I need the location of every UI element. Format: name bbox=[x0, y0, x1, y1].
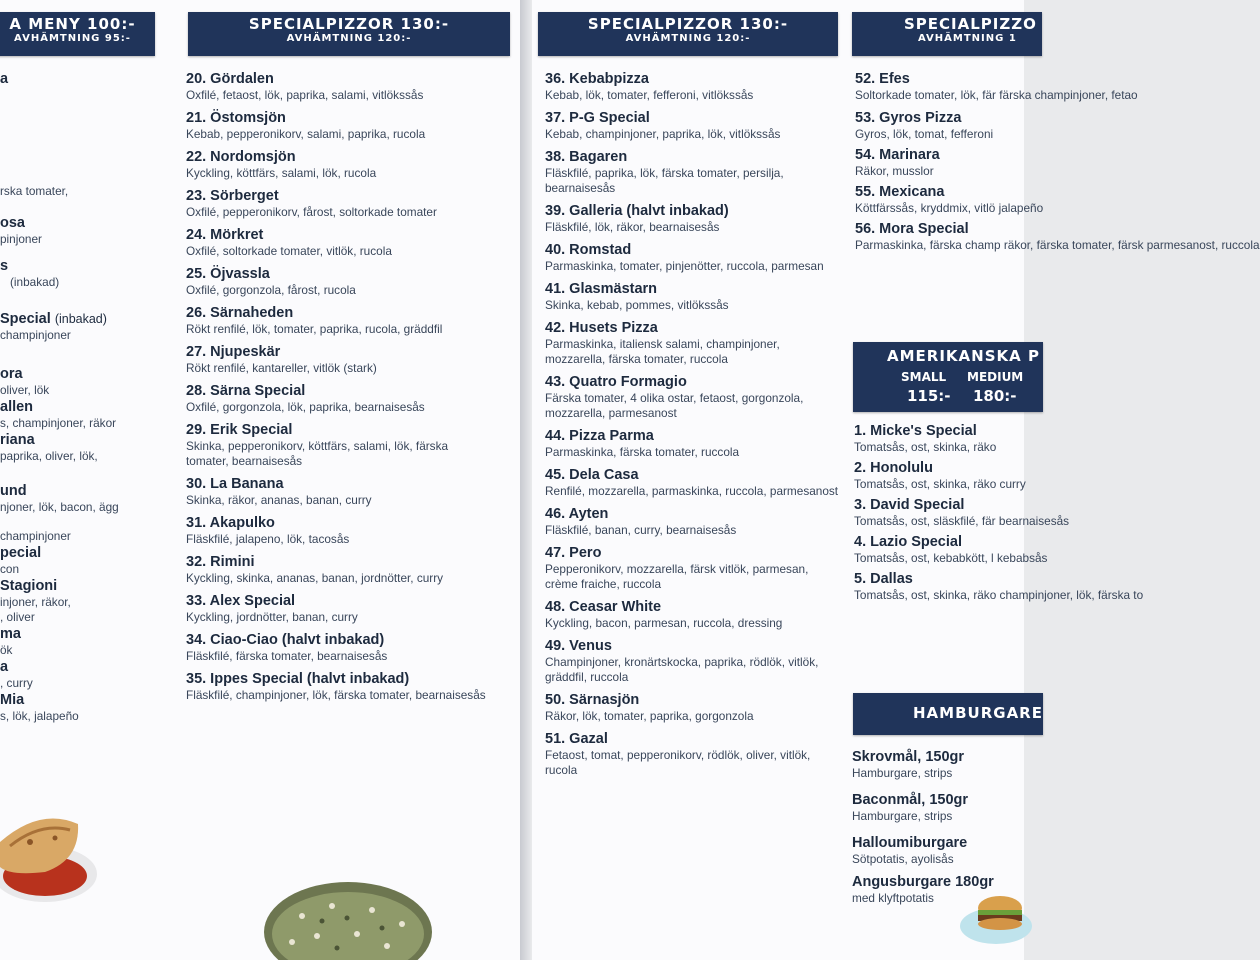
item-name: 30. La Banana bbox=[186, 476, 284, 492]
item-description: Hamburgare, strips bbox=[852, 809, 953, 823]
menu-item bbox=[186, 148, 486, 181]
item-name: 5. Dallas bbox=[854, 571, 913, 587]
item-description: Köttfärssås, kryddmix, vitlö jalapeño bbox=[855, 201, 1044, 215]
menu-item bbox=[545, 373, 841, 421]
item-name: 52. Efes bbox=[855, 71, 910, 87]
item-description: Fläskfilé, paprika, lök, färska tomater, persilja, bearnaisesås bbox=[545, 166, 784, 195]
item-description: Pepperonikorv, mozzarella, färsk vitlök, parmesan, crème fraiche, ruccola bbox=[545, 562, 809, 591]
item-description: med klyftpotatis bbox=[852, 891, 934, 905]
menu-item: riana paprika, oliver, lök, bbox=[0, 432, 98, 463]
item-name: 47. Pero bbox=[545, 545, 602, 561]
menu-item bbox=[545, 637, 841, 685]
menu-item bbox=[855, 70, 1138, 103]
item-name: 31. Akapulko bbox=[186, 515, 275, 531]
item-description: Parmaskinka, italiensk salami, champinjoner, mozzarella, färska tomater, ruccola bbox=[545, 337, 780, 366]
menu-item bbox=[545, 241, 841, 274]
menu-item bbox=[545, 730, 841, 778]
banner-title: SPECIALPIZZOR 130:- bbox=[587, 15, 789, 33]
item-description: Fläskfilé, banan, curry, bearnaisesås bbox=[545, 523, 737, 537]
menu-item bbox=[186, 226, 486, 259]
item-name: 4. Lazio Special bbox=[854, 534, 962, 550]
menu-item bbox=[186, 70, 486, 103]
item-description: Oxfilé, soltorkade tomater, vitlök, rucola bbox=[186, 244, 392, 258]
menu-item bbox=[186, 109, 486, 142]
item-name: 41. Glasmästarn bbox=[545, 281, 658, 297]
item-name: Skrovmål, 150gr bbox=[852, 749, 965, 765]
menu-item: Mia s, lök, jalapeño bbox=[0, 692, 79, 723]
item-description: Tomatsås, ost, skinka, räko bbox=[854, 440, 997, 454]
menu-item: a , curry bbox=[0, 659, 33, 690]
menu-item bbox=[855, 109, 1025, 142]
item-name: 46. Ayten bbox=[545, 506, 609, 522]
menu-item bbox=[854, 533, 1048, 566]
banner-subtitle: AVHÄMTNING 120:- bbox=[625, 33, 751, 44]
menu-item bbox=[186, 343, 486, 376]
item-description: Parmaskinka, färska champ räkor, färska tomater, färsk parmesanost, ruccola bbox=[855, 238, 1260, 252]
item-description: Parmaskinka, tomater, pinjenötter, ruccola, parmesan bbox=[545, 259, 824, 273]
menu-item bbox=[186, 304, 486, 337]
menu-item bbox=[852, 834, 1024, 867]
item-description: Rökt renfilé, lök, tomater, paprika, rucola, gräddfil bbox=[186, 322, 443, 336]
menu-item bbox=[855, 146, 1025, 179]
menu-item bbox=[545, 319, 841, 367]
item-description: Fläskfilé, champinjoner, lök, färska tomater, bearnaisesås bbox=[186, 688, 486, 702]
page-gap bbox=[520, 0, 532, 960]
item-name: 53. Gyros Pizza bbox=[855, 110, 962, 126]
size-small-label: SMALL bbox=[901, 370, 947, 384]
banner-subtitle: AVHÄMTNING 120:- bbox=[286, 33, 412, 44]
item-description: Fläskfilé, jalapeno, lök, tacosås bbox=[186, 532, 350, 546]
item-description: Fläskfilé, lök, räkor, bearnaisesås bbox=[545, 220, 720, 234]
item-description: Räkor, musslor bbox=[855, 164, 934, 178]
menu-item bbox=[854, 496, 1070, 529]
item-name: 3. David Special bbox=[854, 497, 965, 513]
item-name: 44. Pizza Parma bbox=[545, 428, 654, 444]
specialpizzor-list bbox=[545, 70, 841, 778]
item-name: 32. Rimini bbox=[186, 554, 255, 570]
menu-item bbox=[852, 748, 1024, 781]
menu-item: a bbox=[0, 71, 9, 87]
banner-hamburgare bbox=[853, 693, 1043, 735]
item-description: Parmaskinka, färska tomater, ruccola bbox=[545, 445, 740, 459]
item-description: Kyckling, bacon, parmesan, ruccola, dressing bbox=[545, 616, 783, 630]
price-small: 115:- bbox=[907, 387, 951, 405]
menu-item: Special (inbakad) champinjoner bbox=[0, 311, 107, 342]
item-name: 22. Nordomsjön bbox=[186, 149, 296, 165]
menu-item bbox=[545, 109, 841, 142]
item-name: 56. Mora Special bbox=[855, 221, 969, 237]
item-name: 51. Gazal bbox=[545, 731, 608, 747]
specialpizzor-list-cropped bbox=[855, 70, 1260, 253]
banner-amerikanska bbox=[853, 342, 1043, 412]
edge-column bbox=[0, 70, 160, 724]
menu-item bbox=[186, 382, 486, 415]
item-description: Fetaost, tomat, pepperonikorv, rödlök, oliver, vitlök, rucola bbox=[545, 748, 811, 777]
item-description: Oxfilé, gorgonzola, lök, paprika, bearnaisesås bbox=[186, 400, 425, 414]
item-name: 45. Dela Casa bbox=[545, 467, 639, 483]
item-name: 54. Marinara bbox=[855, 147, 940, 163]
item-name: 50. Särnasjön bbox=[545, 692, 640, 708]
menu-item bbox=[545, 544, 841, 592]
item-description: Skinka, pepperonikorv, köttfärs, salami, lök, färska tomater, bearnaisesås bbox=[186, 439, 449, 468]
item-name: 37. P-G Special bbox=[545, 110, 650, 126]
item-description: Tomatsås, ost, kebabkött, l kebabsås bbox=[854, 551, 1048, 565]
item-description: Oxfilé, gorgonzola, fårost, rucola bbox=[186, 283, 356, 297]
item-name: 55. Mexicana bbox=[855, 184, 945, 200]
item-name: Halloumiburgare bbox=[852, 835, 968, 851]
item-name: 40. Romstad bbox=[545, 242, 632, 258]
item-name: 39. Galleria (halvt inbakad) bbox=[545, 203, 729, 219]
item-description: Gyros, lök, tomat, fefferoni bbox=[855, 127, 994, 141]
menu-right-page bbox=[532, 0, 1260, 960]
calzone-image bbox=[0, 812, 100, 904]
item-description: Kyckling, köttfärs, salami, lök, rucola bbox=[186, 166, 377, 180]
item-description: Tomatsås, ost, skinka, räko curry bbox=[854, 477, 1026, 491]
menu-item bbox=[545, 427, 841, 460]
menu-item bbox=[186, 514, 486, 547]
banner-title: HAMBURGARE bbox=[913, 704, 1043, 722]
item-name: 23. Sörberget bbox=[186, 188, 279, 204]
item-name: 43. Quatro Formagio bbox=[545, 374, 687, 390]
menu-item bbox=[186, 421, 486, 469]
item-name: 36. Kebabpizza bbox=[545, 71, 649, 87]
item-name: 35. Ippes Special (halvt inbakad) bbox=[186, 671, 410, 687]
menu-item bbox=[854, 422, 1026, 455]
menu-item bbox=[545, 202, 841, 235]
item-name: 20. Gördalen bbox=[186, 71, 274, 87]
menu-item bbox=[186, 187, 486, 220]
item-description: Soltorkade tomater, lök, fär färska champinjoner, fetao bbox=[855, 88, 1138, 102]
item-name: 1. Micke's Special bbox=[854, 423, 977, 439]
menu-item bbox=[186, 553, 486, 586]
item-name: 21. Östomsjön bbox=[186, 110, 286, 126]
item-description: Renfilé, mozzarella, parmaskinka, ruccola, parmesanost bbox=[545, 484, 839, 498]
menu-item: champinjoner bbox=[0, 529, 71, 543]
menu-item bbox=[855, 183, 1044, 216]
item-description: Kebab, lök, tomater, fefferoni, vitlökssås bbox=[545, 88, 754, 102]
item-description: Tomatsås, ost, släskfilé, fär bearnaisesås bbox=[854, 514, 1070, 528]
item-description: Skinka, räkor, ananas, banan, curry bbox=[186, 493, 372, 507]
menu-item bbox=[854, 570, 1144, 603]
menu-item: allen s, champinjoner, räkor bbox=[0, 399, 117, 430]
banner-specialpizzor-cropped bbox=[852, 12, 1042, 56]
banner-a-meny bbox=[0, 12, 155, 56]
menu-item bbox=[545, 505, 841, 538]
banner-specialpizzor bbox=[538, 12, 838, 56]
item-name: 33. Alex Special bbox=[186, 593, 296, 609]
item-name: 38. Bagaren bbox=[545, 149, 628, 165]
banner-title: SPECIALPIZZO bbox=[904, 15, 1037, 33]
menu-item: rska tomater, bbox=[0, 184, 69, 198]
banner-title: AMERIKANSKA P bbox=[887, 347, 1040, 365]
menu-item bbox=[545, 280, 841, 313]
item-name: 26. Särnaheden bbox=[186, 305, 294, 321]
item-description: Tomatsås, ost, skinka, räko champinjoner, lök, färska to bbox=[854, 588, 1144, 602]
banner-subtitle: AVHÄMTNING 95:- bbox=[14, 33, 131, 44]
pizza-image bbox=[262, 876, 434, 960]
menu-left-page bbox=[0, 0, 520, 960]
item-description: Skinka, kebab, pommes, vitlökssås bbox=[545, 298, 729, 312]
item-description: Fläskfilé, färska tomater, bearnaisesås bbox=[186, 649, 388, 663]
price-medium: 180:- bbox=[973, 387, 1017, 405]
menu-item bbox=[186, 592, 486, 625]
item-name: 48. Ceasar White bbox=[545, 599, 662, 615]
item-description: Hamburgare, strips bbox=[852, 766, 953, 780]
menu-item bbox=[186, 265, 486, 298]
burger-image bbox=[956, 886, 1024, 946]
item-name: Baconmål, 150gr bbox=[852, 792, 969, 808]
item-name: 42. Husets Pizza bbox=[545, 320, 658, 336]
menu-item bbox=[545, 691, 841, 724]
menu-item bbox=[545, 70, 841, 103]
banner-specialpizzor bbox=[188, 12, 510, 56]
menu-item bbox=[545, 148, 841, 196]
item-description: Räkor, lök, tomater, paprika, gorgonzola bbox=[545, 709, 754, 723]
menu-item: osa pinjoner bbox=[0, 215, 42, 246]
item-description: Färska tomater, 4 olika ostar, fetaost, gorgonzola, mozzarella, parmesanost bbox=[545, 391, 804, 420]
banner-subtitle: AVHÄMTNING 1 bbox=[918, 33, 1017, 44]
item-name: 49. Venus bbox=[545, 638, 612, 654]
item-name: 24. Mörkret bbox=[186, 227, 264, 243]
menu-item bbox=[852, 791, 1024, 824]
menu-item bbox=[854, 459, 1026, 492]
amerikanska-list bbox=[854, 422, 1144, 603]
menu-item bbox=[186, 670, 486, 703]
item-description: Rökt renfilé, kantareller, vitlök (stark) bbox=[186, 361, 377, 375]
item-name: 34. Ciao-Ciao (halvt inbakad) bbox=[186, 632, 385, 648]
size-medium-label: MEDIUM bbox=[967, 370, 1024, 384]
menu-item: s (inbakad) bbox=[0, 258, 60, 289]
menu-item bbox=[545, 598, 841, 631]
banner-title: SPECIALPIZZOR 130:- bbox=[248, 15, 450, 33]
item-description: Oxfilé, fetaost, lök, paprika, salami, vitlökssås bbox=[186, 88, 424, 102]
menu-item bbox=[855, 220, 1260, 253]
item-description: Kyckling, jordnötter, banan, curry bbox=[186, 610, 358, 624]
item-name: 27. Njupeskär bbox=[186, 344, 281, 360]
item-description: Kyckling, skinka, ananas, banan, jordnötter, curry bbox=[186, 571, 444, 585]
menu-item: Stagioni injoner, räkor, , oliver bbox=[0, 578, 71, 624]
item-description: Kebab, champinjoner, paprika, lök, vitlökssås bbox=[545, 127, 781, 141]
menu-item: und njoner, lök, bacon, ägg bbox=[0, 483, 119, 514]
menu-item: ora oliver, lök bbox=[0, 366, 50, 397]
item-name: 29. Erik Special bbox=[186, 422, 293, 438]
item-name: 28. Särna Special bbox=[186, 383, 306, 399]
menu-item: ma ök bbox=[0, 626, 21, 657]
hamburgare-list bbox=[852, 748, 1024, 906]
banner-title: A MENY 100:- bbox=[9, 15, 136, 33]
item-description: Sötpotatis, ayolisås bbox=[852, 852, 954, 866]
item-description: Oxfilé, pepperonikorv, fårost, soltorkade tomater bbox=[186, 205, 437, 219]
menu-item: pecial con bbox=[0, 545, 42, 576]
menu-item bbox=[186, 475, 486, 508]
item-name: Angusburgare 180gr bbox=[852, 874, 994, 890]
item-description: Kebab, pepperonikorv, salami, paprika, rucola bbox=[186, 127, 426, 141]
menu-item bbox=[186, 631, 486, 664]
menu-item bbox=[545, 466, 841, 499]
specialpizzor-list bbox=[186, 70, 486, 703]
item-name: 2. Honolulu bbox=[854, 460, 933, 476]
item-name: 25. Öjvassla bbox=[186, 266, 270, 282]
item-description: Champinjoner, kronärtskocka, paprika, rödlök, vitlök, gräddfil, ruccola bbox=[545, 655, 819, 684]
